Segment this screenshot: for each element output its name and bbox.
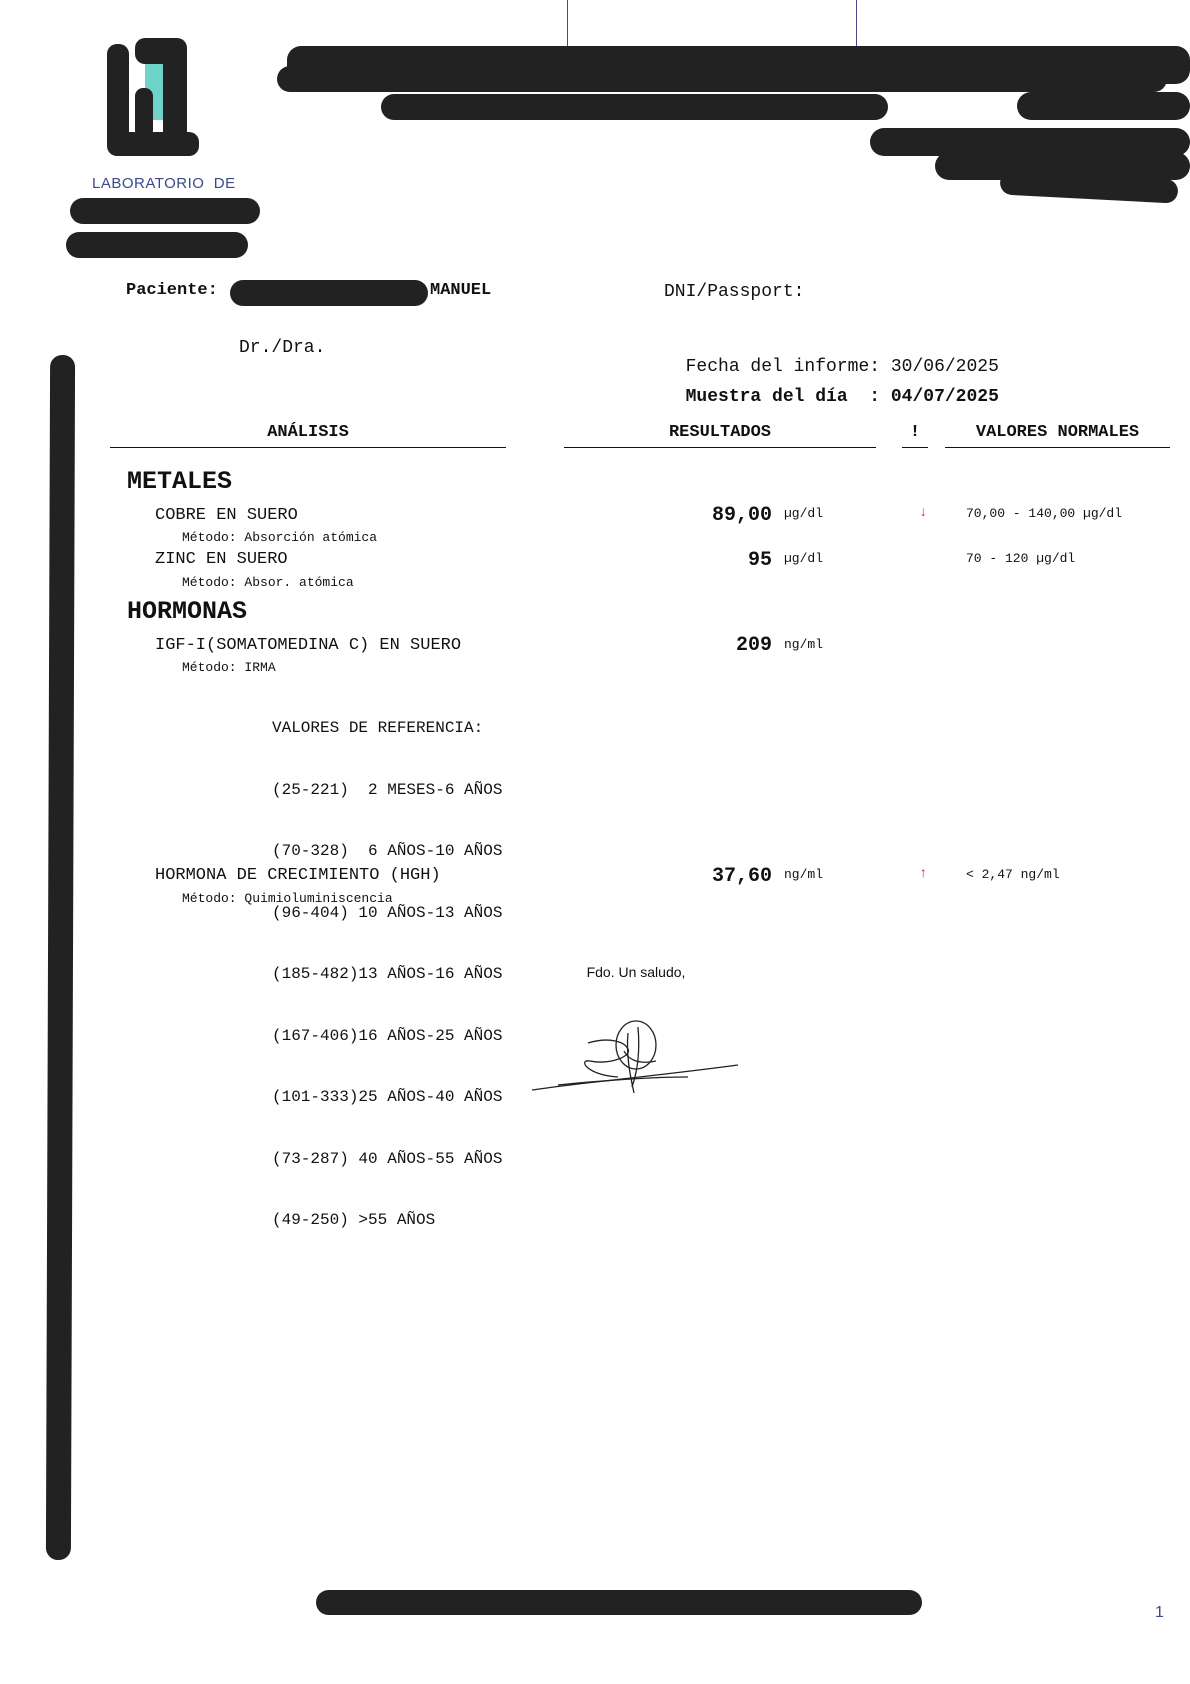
igf-reference-line: (49-250) >55 AÑOS — [272, 1211, 436, 1229]
redaction-footer — [316, 1590, 922, 1615]
test-unit-cobre: µg/dl — [784, 506, 824, 521]
test-normal-hgh: < 2,47 ng/ml — [966, 867, 1060, 882]
igf-reference-line: (101-333)25 AÑOS-40 AÑOS — [272, 1088, 503, 1106]
test-value-hgh: 37,60 — [711, 865, 772, 888]
column-header-analysis: ANÁLISIS — [267, 423, 349, 442]
test-name-igf: IGF-I(SOMATOMEDINA C) EN SUERO — [155, 636, 462, 655]
column-header-normal-values: VALORES NORMALES — [975, 423, 1140, 442]
arrow-down-icon: ↓ — [919, 505, 928, 521]
sample-date-value: 04/07/2025 — [890, 387, 999, 407]
igf-reference-block — [272, 677, 502, 1251]
report-date-value: 30/06/2025 — [890, 357, 999, 377]
test-name-hgh: HORMONA DE CRECIMIENTO (HGH) — [155, 866, 441, 885]
test-method-hgh: Método: Quimioluminiscencia — [182, 891, 393, 906]
redaction-header-line-3 — [381, 94, 888, 120]
patient-label: Paciente: — [126, 281, 218, 300]
page-number: 1 — [1155, 1604, 1164, 1621]
redaction-header-line-2 — [277, 66, 1167, 92]
test-name-zinc: ZINC EN SUERO — [155, 550, 288, 569]
section-title-hormonas: HORMONAS — [127, 597, 248, 626]
redaction-lab-name-2 — [66, 232, 248, 258]
header-divider-left — [567, 0, 568, 52]
redaction-lab-name-1 — [70, 198, 260, 224]
column-rule-flag — [902, 447, 928, 448]
dni-label: DNI/Passport: — [664, 282, 805, 302]
test-normal-zinc: 70 - 120 µg/dl — [966, 551, 1076, 566]
test-value-cobre: 89,00 — [711, 504, 772, 527]
redaction-left-margin — [46, 355, 75, 1560]
greeting-text: Fdo. Un saludo, — [586, 964, 686, 980]
column-rule-analysis — [110, 447, 506, 448]
arrow-up-icon: ↑ — [919, 866, 928, 882]
doctor-label: Dr./Dra. — [239, 338, 326, 358]
test-normal-cobre: 70,00 - 140,00 µg/dl — [966, 506, 1123, 521]
igf-reference-line: (25-221) 2 MESES-6 AÑOS — [272, 780, 503, 799]
igf-reference-line: (70-328) 6 AÑOS-10 AÑOS — [272, 842, 503, 860]
column-rule-results — [564, 447, 876, 448]
igf-reference-line: (73-287) 40 AÑOS-55 AÑOS — [272, 1149, 503, 1168]
sample-date-row — [664, 367, 999, 407]
report-date-label: Fecha del informe: — [685, 357, 881, 377]
test-method-cobre: Método: Absorción atómica — [182, 530, 378, 545]
igf-reference-title: VALORES DE REFERENCIA: — [272, 719, 484, 737]
igf-reference-line: (185-482)13 AÑOS-16 AÑOS — [272, 965, 503, 983]
lab-logo — [105, 38, 205, 160]
logo-caption: LABORATORIO DE — [92, 175, 236, 192]
test-value-igf: 209 — [735, 634, 772, 657]
igf-reference-line: (167-406)16 AÑOS-25 AÑOS — [272, 1026, 503, 1045]
test-unit-zinc: µg/dl — [784, 551, 824, 566]
patient-name-suffix: MANUEL — [430, 281, 492, 300]
header-divider-right — [856, 0, 857, 52]
test-method-zinc: Método: Absor. atómica — [182, 575, 354, 590]
test-unit-igf: ng/ml — [784, 637, 824, 652]
column-header-results: RESULTADOS — [668, 423, 772, 442]
test-unit-hgh: ng/ml — [784, 867, 824, 882]
redaction-patient-surname — [230, 280, 428, 306]
column-header-flag: ! — [909, 423, 921, 442]
sample-date-label: Muestra del día : — [685, 387, 881, 407]
column-rule-normal-values — [945, 447, 1170, 448]
igf-reference-line: (96-404) 10 AÑOS-13 AÑOS — [272, 903, 503, 922]
test-name-cobre: COBRE EN SUERO — [155, 506, 298, 525]
signature-image — [528, 1015, 743, 1100]
section-title-metales: METALES — [127, 467, 233, 496]
test-value-zinc: 95 — [747, 549, 772, 572]
redaction-header-line-4 — [1017, 92, 1190, 120]
test-method-igf: Método: IRMA — [182, 660, 276, 675]
